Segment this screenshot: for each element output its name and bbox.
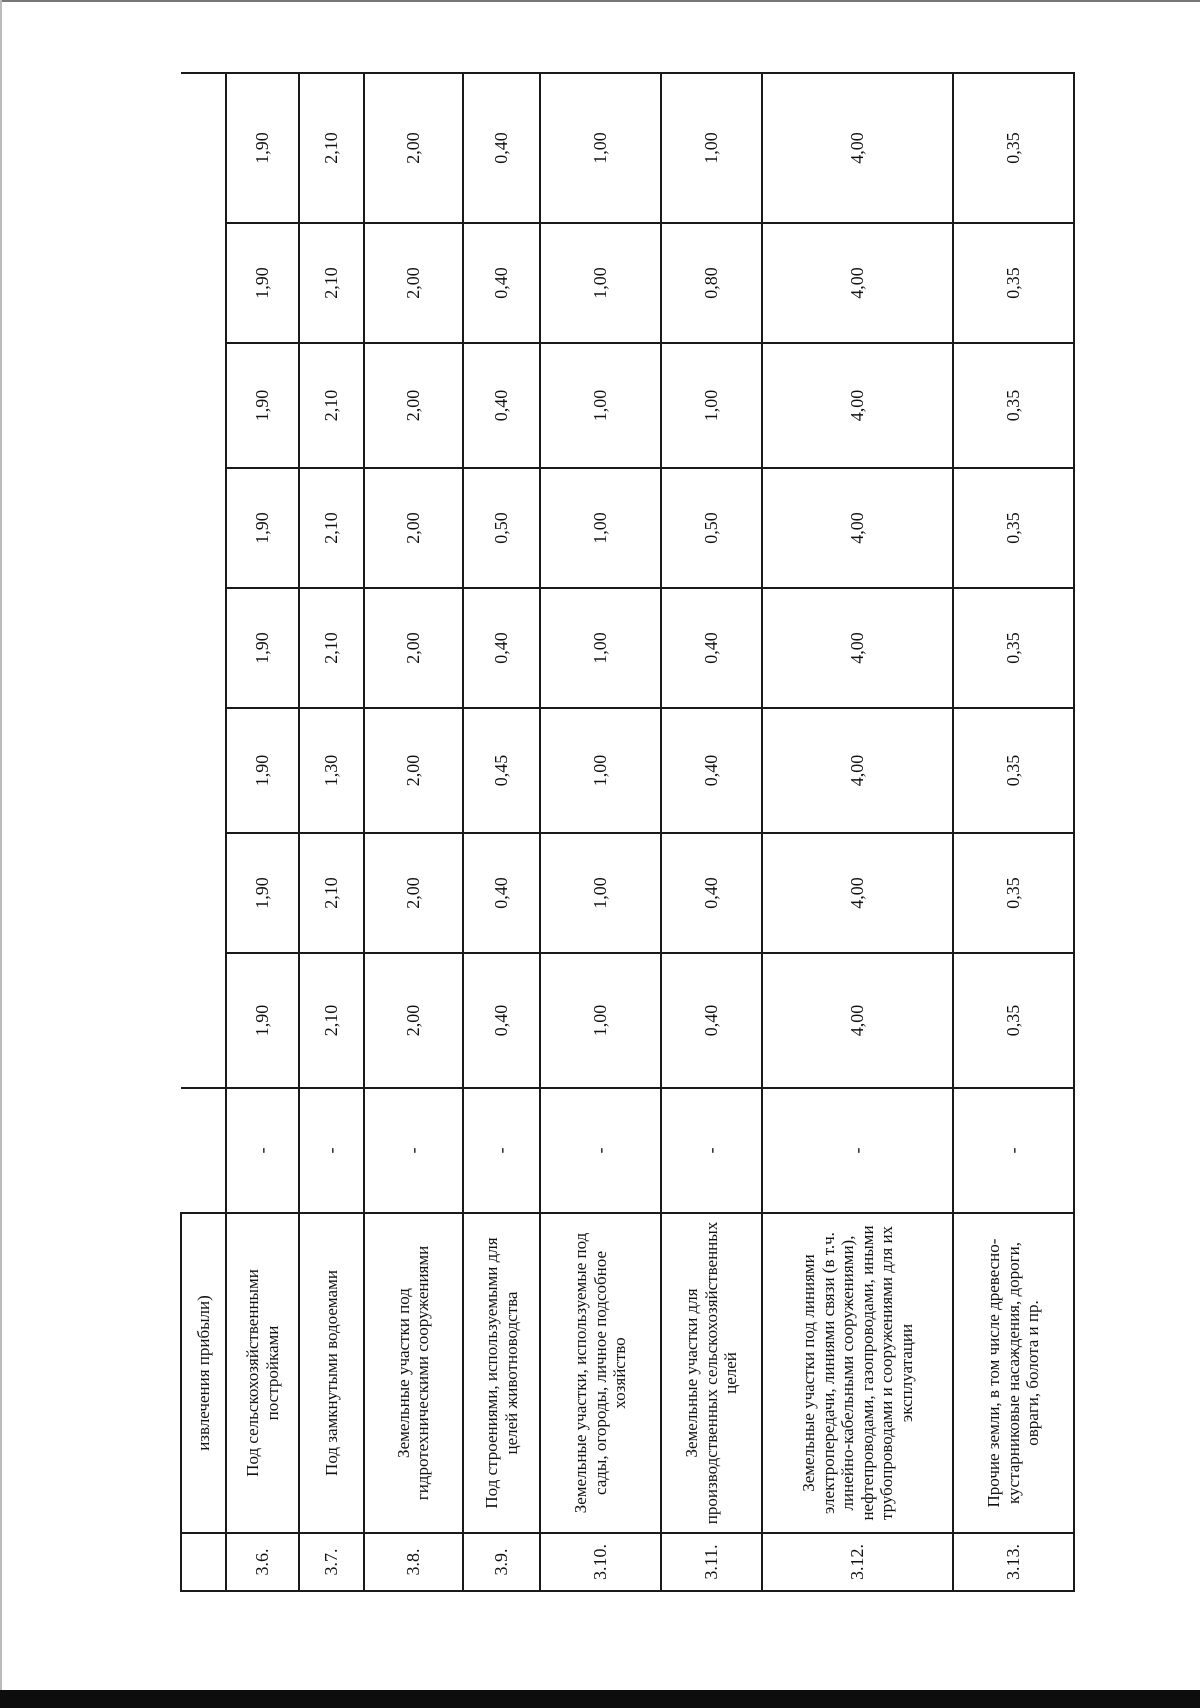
row-number: 3.6. [226,1533,299,1591]
row-value: 2,00 [364,73,463,223]
row-value: 2,00 [364,708,463,833]
row-value: 0,40 [463,223,540,343]
row-value: 1,00 [661,73,762,223]
row-value: 0,40 [463,588,540,708]
row-value: 4,00 [762,73,954,223]
header-empty-cell [181,73,226,223]
row-value: 1,90 [226,588,299,708]
row-value: 2,10 [299,833,364,953]
header-number-cell [181,1533,226,1591]
row-value: 1,00 [540,223,661,343]
row-value: 2,10 [299,468,364,588]
header-empty-cell [181,223,226,343]
row-value: 0,40 [463,953,540,1088]
row-value: 4,00 [762,343,954,468]
scan-edge-left [0,0,2,1708]
scan-edge-bottom [0,1690,1200,1708]
row-number: 3.12. [762,1533,954,1591]
row-value: 1,90 [226,223,299,343]
header-continuation-row [181,73,226,1591]
row-value: 0,40 [661,833,762,953]
row-value: 1,90 [226,833,299,953]
row-value: 2,00 [364,953,463,1088]
row-value: 1,00 [661,343,762,468]
row-value: 1,00 [540,833,661,953]
row-value: 2,00 [364,223,463,343]
row-value: 2,00 [364,588,463,708]
row-value: 0,40 [661,588,762,708]
row-number: 3.13. [953,1533,1074,1591]
row-value: 2,00 [364,833,463,953]
row-value: 1,90 [226,343,299,468]
row-dash: - [463,1088,540,1213]
row-value: 1,00 [540,343,661,468]
header-empty-cell [181,953,226,1088]
row-value: 4,00 [762,588,954,708]
row-value: 1,00 [540,73,661,223]
table-row [762,73,954,1591]
row-value: 0,40 [463,833,540,953]
header-empty-cell [181,708,226,833]
row-name: Земельные участки под линиями электропередачи, линиями связи (в т.ч. линейно-кабельными сооружениями), нефтепроводами, газопроводами, иными трубопроводами и сооружениями для их эксплуатации [762,1213,954,1533]
row-name: Земельные участки, используемые под сады, огороды, личное подсобное хозяйство [540,1213,661,1533]
row-value: 1,90 [226,708,299,833]
header-continuation-text: извлечения прибыли) [181,1213,226,1533]
row-name: Под строениями, используемыми для целей животноводства [463,1213,540,1533]
row-value: 2,00 [364,343,463,468]
row-dash: - [364,1088,463,1213]
row-value: 1,90 [226,73,299,223]
row-dash: - [299,1088,364,1213]
table-row [463,73,540,1591]
row-value: 0,35 [953,588,1074,708]
table-row [226,73,299,1591]
row-dash: - [226,1088,299,1213]
table-row [540,73,661,1591]
row-value: 0,35 [953,833,1074,953]
row-value: 0,35 [953,708,1074,833]
row-value: 0,80 [661,223,762,343]
row-value: 0,35 [953,343,1074,468]
row-number: 3.10. [540,1533,661,1591]
row-value: 4,00 [762,468,954,588]
row-dash: - [661,1088,762,1213]
header-empty-cell [181,1088,226,1213]
table-row [953,73,1074,1591]
scan-edge-top [0,0,1200,2]
row-name: Под замкнутыми водоемами [299,1213,364,1533]
row-value: 2,10 [299,73,364,223]
row-value: 2,10 [299,343,364,468]
row-value: 2,10 [299,953,364,1088]
row-name: Под сельскохозяйственными постройками [226,1213,299,1533]
row-name: Земельные участки для производственных сельскохозяйственных целей [661,1213,762,1533]
row-value: 0,50 [661,468,762,588]
table-row [661,73,762,1591]
row-value: 0,40 [661,708,762,833]
row-value: 0,35 [953,73,1074,223]
row-value: 0,35 [953,468,1074,588]
table-row [299,73,364,1591]
row-value: 1,00 [540,953,661,1088]
row-value: 2,10 [299,588,364,708]
row-value: 1,00 [540,468,661,588]
row-value: 1,00 [540,588,661,708]
row-value: 1,90 [226,468,299,588]
row-value: 0,45 [463,708,540,833]
row-value: 0,35 [953,223,1074,343]
row-value: 0,50 [463,468,540,588]
table-row [364,73,463,1591]
row-number: 3.11. [661,1533,762,1591]
row-value: 4,00 [762,953,954,1088]
row-value: 4,00 [762,223,954,343]
row-dash: - [540,1088,661,1213]
row-number: 3.8. [364,1533,463,1591]
row-value: 4,00 [762,708,954,833]
row-value: 2,10 [299,223,364,343]
header-empty-cell [181,468,226,588]
row-value: 0,40 [463,73,540,223]
row-value: 0,40 [463,343,540,468]
row-dash: - [953,1088,1074,1213]
header-empty-cell [181,588,226,708]
header-empty-cell [181,343,226,468]
coefficients-table [180,72,1075,1592]
row-number: 3.7. [299,1533,364,1591]
row-value: 2,00 [364,468,463,588]
row-value: 0,40 [661,953,762,1088]
row-value: 4,00 [762,833,954,953]
row-dash: - [762,1088,954,1213]
row-value: 1,30 [299,708,364,833]
row-name: Земельные участки под гидротехническими сооружениями [364,1213,463,1533]
row-number: 3.9. [463,1533,540,1591]
header-empty-cell [181,833,226,953]
row-value: 0,35 [953,953,1074,1088]
row-value: 1,90 [226,953,299,1088]
row-name: Прочие земли, в том числе древесно-кустарниковые насаждения, дороги, овраги, болота и пр. [953,1213,1074,1533]
row-value: 1,00 [540,708,661,833]
rotated-table-page [180,74,1075,1592]
